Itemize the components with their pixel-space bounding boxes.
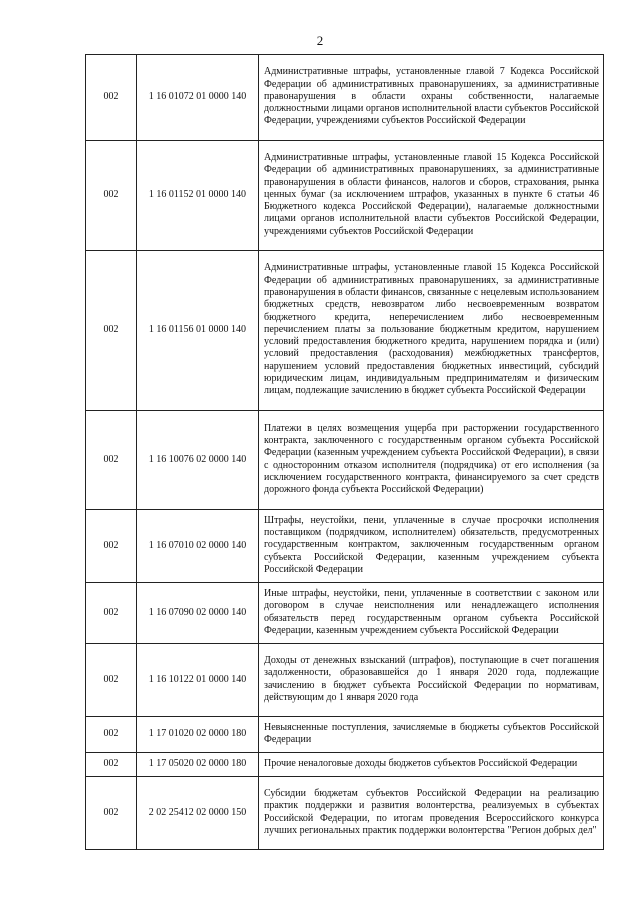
revenue-codes-table	[85, 54, 604, 850]
admin-code-cell: 002	[86, 753, 137, 777]
description-cell: Платежи в целях возмещения ущерба при расторжении государственного контракта, заключенного с государственным органом субъекта Российской Федерации (казенным учреждением субъекта Российской Федерации), в связи с односторонним отказом исполнителя (подрядчика) от его исполнения (за исключением государственного контракта, финансируемого за счет средств дорожного фонда субъекта Российской Федерации)	[259, 411, 604, 510]
admin-code-cell: 002	[86, 141, 137, 251]
budget-code-cell: 1 16 07090 02 0000 140	[137, 583, 259, 644]
table-row	[86, 717, 604, 753]
description-cell: Административные штрафы, установленные главой 7 Кодекса Российской Федерации об административных правонарушениях, за административные правонарушения в области охраны собственности, налагаемые должностными лицами органов исполнительной власти субъектов Российской Федерации, учреждениями субъектов Российской Федерации	[259, 55, 604, 141]
admin-code-cell: 002	[86, 583, 137, 644]
budget-code-cell: 1 16 01072 01 0000 140	[137, 55, 259, 141]
description-cell: Прочие неналоговые доходы бюджетов субъектов Российской Федерации	[259, 753, 604, 777]
table-row	[86, 777, 604, 850]
table-row	[86, 141, 604, 251]
description-cell: Штрафы, неустойки, пени, уплаченные в случае просрочки исполнения поставщиком (подрядчиком, исполнителем) обязательств, предусмотренных государственным контрактом, заключенным государственным органом субъекта Российской Федерации, казенным учреждением субъекта Российской Федерации	[259, 510, 604, 583]
budget-code-cell: 1 16 01152 01 0000 140	[137, 141, 259, 251]
page-number: 2	[316, 33, 324, 48]
admin-code-cell: 002	[86, 717, 137, 753]
description-cell: Доходы от денежных взысканий (штрафов), поступающие в счет погашения задолженности, образовавшейся до 1 января 2020 года, подлежащие зачислению в бюджет субъекта Российской Федерации по нормативам, действующим до 1 января 2020 года	[259, 644, 604, 717]
budget-code-cell: 1 16 10122 01 0000 140	[137, 644, 259, 717]
table-row	[86, 510, 604, 583]
table-row	[86, 753, 604, 777]
budget-code-cell: 1 17 05020 02 0000 180	[137, 753, 259, 777]
admin-code-cell: 002	[86, 251, 137, 411]
table-row	[86, 583, 604, 644]
admin-code-cell: 002	[86, 411, 137, 510]
table-row	[86, 251, 604, 411]
description-cell: Иные штрафы, неустойки, пени, уплаченные в соответствии с законом или договором в случае неисполнения или ненадлежащего исполнения обязательств перед государственным органом субъекта Российской Федерации, казенным учреждением субъекта Российской Федерации	[259, 583, 604, 644]
budget-code-cell: 1 17 01020 02 0000 180	[137, 717, 259, 753]
table-row	[86, 55, 604, 141]
admin-code-cell: 002	[86, 510, 137, 583]
description-cell: Субсидии бюджетам субъектов Российской Федерации на реализацию практик поддержки и развития волонтерства, реализуемых в субъектах Российской Федерации, по итогам проведения Всероссийского конкурса лучших региональных практик поддержки волонтерства "Регион добрых дел"	[259, 777, 604, 850]
admin-code-cell: 002	[86, 777, 137, 850]
table-row	[86, 411, 604, 510]
description-cell: Административные штрафы, установленные главой 15 Кодекса Российской Федерации об административных правонарушениях, за административные правонарушения в области финансов, связанные с нецелевым использованием бюджетных средств, невозвратом либо несвоевременным возвратом бюджетного кредита, неперечислением либо несвоевременным перечислением платы за пользование бюджетным кредитом, нарушением условий предоставления бюджетного кредита, нарушением порядка и (или) условий предоставления (расходования) межбюджетных трансфертов, нарушением условий предоставления бюджетных инвестиций, субсидий юридическим лицам, индивидуальным предпринимателям и физическим лицам, подлежащие зачислению в бюджет субъекта Российской Федерации	[259, 251, 604, 411]
admin-code-cell: 002	[86, 644, 137, 717]
budget-code-cell: 1 16 07010 02 0000 140	[137, 510, 259, 583]
description-cell: Административные штрафы, установленные главой 15 Кодекса Российской Федерации об административных правонарушениях, за административные правонарушения в области финансов, налогов и сборов, страхования, рынка ценных бумаг (за исключением штрафов, указанных в пункте 6 статьи 46 Бюджетного кодекса Российской Федерации), налагаемые должностными лицами органов исполнительной власти субъектов Российской Федерации, учреждениями субъектов Российской Федерации	[259, 141, 604, 251]
budget-code-cell: 1 16 10076 02 0000 140	[137, 411, 259, 510]
budget-code-cell: 2 02 25412 02 0000 150	[137, 777, 259, 850]
description-cell: Невыясненные поступления, зачисляемые в бюджеты субъектов Российской Федерации	[259, 717, 604, 753]
budget-code-cell: 1 16 01156 01 0000 140	[137, 251, 259, 411]
table-row	[86, 644, 604, 717]
admin-code-cell: 002	[86, 55, 137, 141]
